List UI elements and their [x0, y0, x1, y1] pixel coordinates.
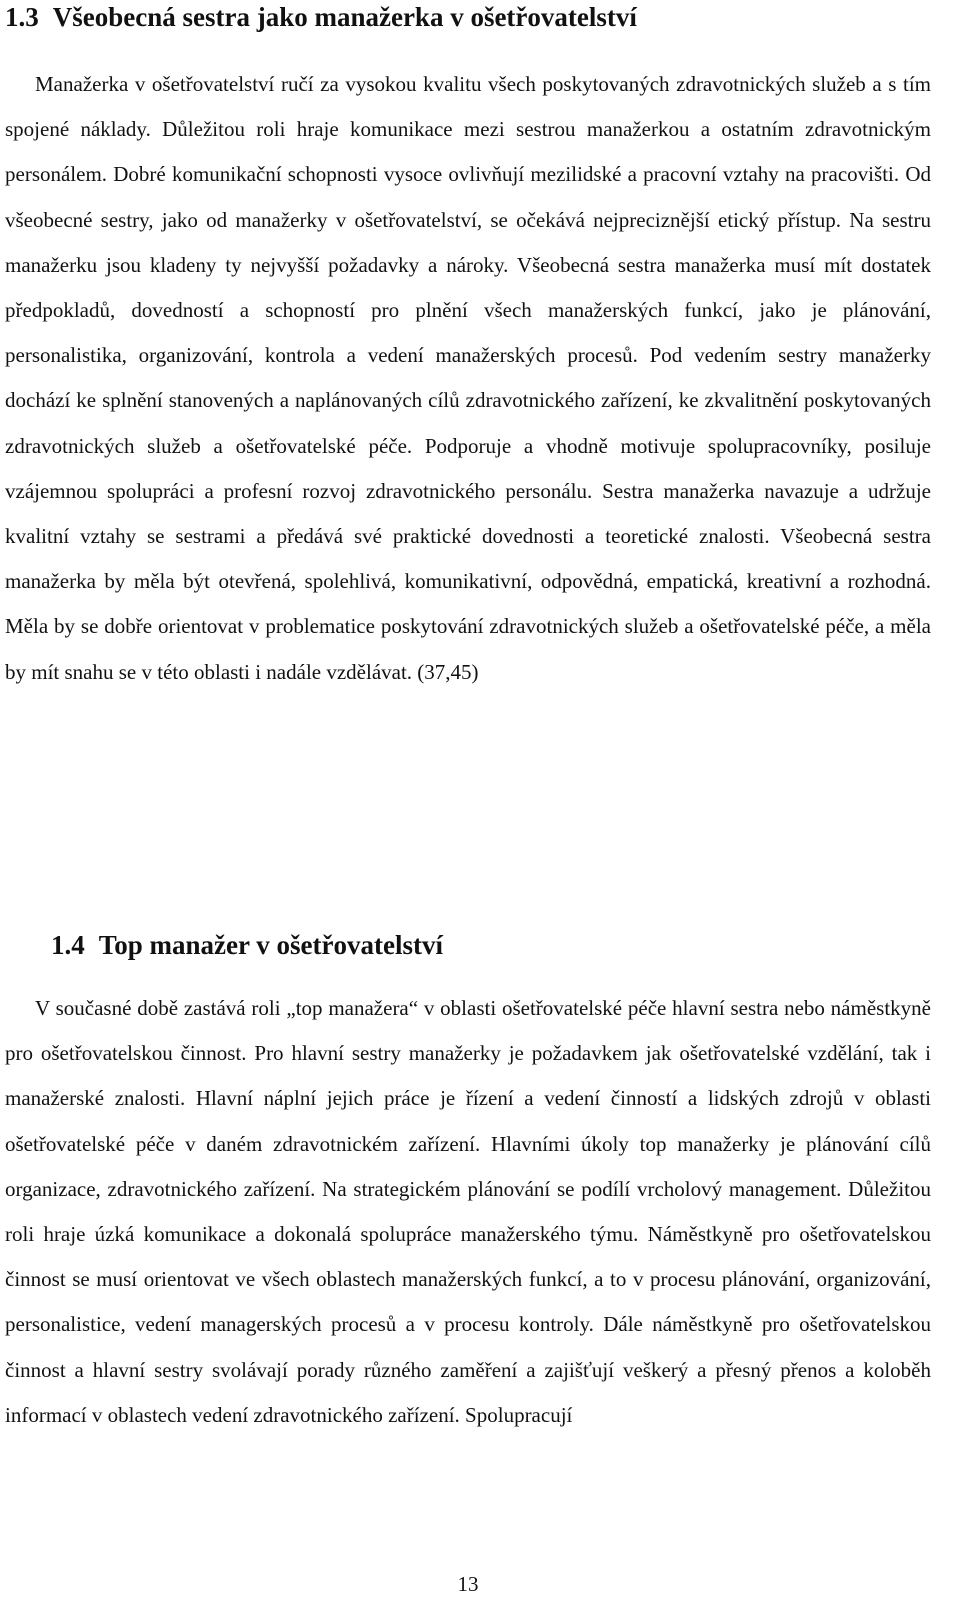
- section-title: Top manažer v ošetřovatelství: [98, 930, 443, 960]
- section-number: 1.3: [5, 2, 39, 32]
- section-number: 1.4: [51, 930, 85, 960]
- section-heading-1-4: [51, 928, 443, 962]
- section-title: Všeobecná sestra jako manažerka v ošetřovatelství: [52, 2, 637, 32]
- section-heading-1-3: [5, 0, 637, 34]
- section-paragraph: Manažerka v ošetřovatelství ručí za vysokou kvalitu všech poskytovaných zdravotnických služeb a s tím spojené náklady. Důležitou roli hraje komunikace mezi sestrou manažerkou a ostatním zdravotnickým personálem. Dobré komunikační schopnosti vysoce ovlivňují mezilidské a pracovní vztahy na pracovišti. Od všeobecné sestry, jako od manažerky v ošetřovatelství, se očekává nejpreciznější etický přístup. Na sestru manažerku jsou kladeny ty nejvyšší požadavky a nároky. Všeobecná sestra manažerka musí mít dostatek předpokladů, dovedností a schopností pro plnění všech manažerských funkcí, jako je plánování, personalistika, organizování, kontrola a vedení manažerských procesů. Pod vedením sestry manažerky dochází ke splnění stanovených a naplánovaných cílů zdravotnického zařízení, ke zkvalitnění poskytovaných zdravotnických služeb a ošetřovatelské péče. Podporuje a vhodně motivuje spolupracovníky, posiluje vzájemnou spolupráci a profesní rozvoj zdravotnického personálu. Sestra manažerka navazuje a udržuje kvalitní vztahy se sestrami a předává své praktické dovednosti a teoretické znalosti. Všeobecná sestra manažerka by měla být otevřená, spolehlivá, komunikativní, odpovědná, empatická, kreativní a rozhodná. Měla by se dobře orientovat v problematice poskytování zdravotnických služeb a ošetřovatelské péče, a měla by mít snahu se v této oblasti i nadále vzdělávat. (37,45): [5, 72, 931, 684]
- page-number: 13: [457, 1572, 479, 1596]
- section-paragraph: V současné době zastává roli „top manažera“ v oblasti ošetřovatelské péče hlavní sestra nebo náměstkyně pro ošetřovatelskou činnost. Pro hlavní sestry manažerky je požadavkem jak ošetřovatelské vzdělání, tak i manažerské znalosti. Hlavní náplní jejich práce je řízení a vedení činností a lidských zdrojů v oblasti ošetřovatelské péče v daném zdravotnickém zařízení. Hlavními úkoly top manažerky je plánování cílů organizace, zdravotnického zařízení. Na strategickém plánování se podílí vrcholový management. Důležitou roli hraje úzká komunikace a dokonalá spolupráce manažerského týmu. Náměstkyně pro ošetřovatelskou činnost se musí orientovat ve všech oblastech manažerských funkcí, a to v procesu plánování, organizování, personalistice, vedení managerských procesů a v procesu kontroly. Dále náměstkyně pro ošetřovatelskou činnost a hlavní sestry svolávají porady různého zaměření a zajišťují veškerý a přesný přenos a koloběh informací v oblastech vedení zdravotnického zařízení. Spolupracují: [5, 996, 931, 1427]
